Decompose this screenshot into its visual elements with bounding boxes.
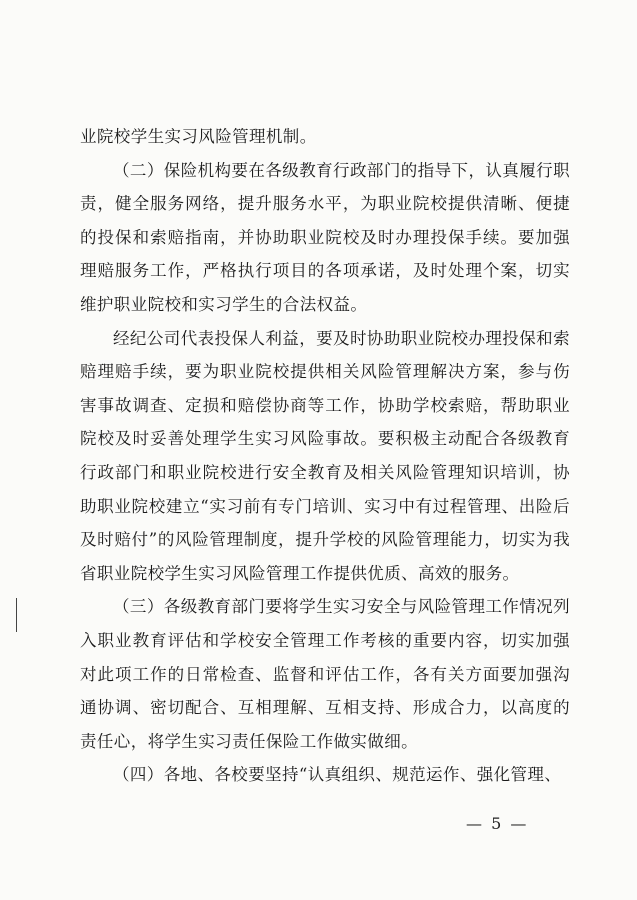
- paragraph-continuation: 业院校学生实习风险管理机制。: [80, 127, 317, 146]
- page-number: — 5 —: [466, 814, 529, 833]
- paragraph-localities-schools: （四）各地、各校要坚持“认真组织、规范运作、强化管理、: [113, 765, 562, 785]
- paragraph-brokerage-company: 经纪公司代表投保人利益，要及时协助职业院校办理投保和索赔理赔手续，要为职业院校提供相关风险管理解决方案，参与伤害事故调查、定损和赔偿协商等工作，协助学校索赔，帮助职业院校及时妥善处理学生实习风险事故。要积极主动配合各级教育行政部门和职业院校进行安全教育及相关风险管理知识培训，协助职业院校建立“实习前有专门培训、实习中有过程管理、出险后及时赔付”的风险管理制度，提升学校的风险管理能力，切实为我省职业院校学生实习风险管理工作提供优质、高效的服务。: [80, 328, 570, 583]
- paragraph-insurance-institutions: （二）保险机构要在各级教育行政部门的指导下，认真履行职责，健全服务网络，提升服务水平，为职业院校提供清晰、便捷的投保和索赔指南，并协助职业院校及时办理投保手续。要加强理赔服务工作，严格执行项目的各项承诺，及时处理个案，切实维护职业院校和实习学生的合法权益。: [80, 160, 570, 314]
- margin-mark: [16, 598, 17, 632]
- paragraph-education-departments: （三）各级教育部门要将学生实习安全与风险管理工作情况列入职业教育评估和学校安全管理工作考核的重要内容，切实加强对此项工作的日常检查、监督和评估工作，各有关方面要加强沟通协调、密切配合、互相理解、互相支持、形成合力，以高度的责任心，将学生实习责任保险工作做实做细。: [80, 597, 570, 751]
- document-body: [80, 120, 570, 792]
